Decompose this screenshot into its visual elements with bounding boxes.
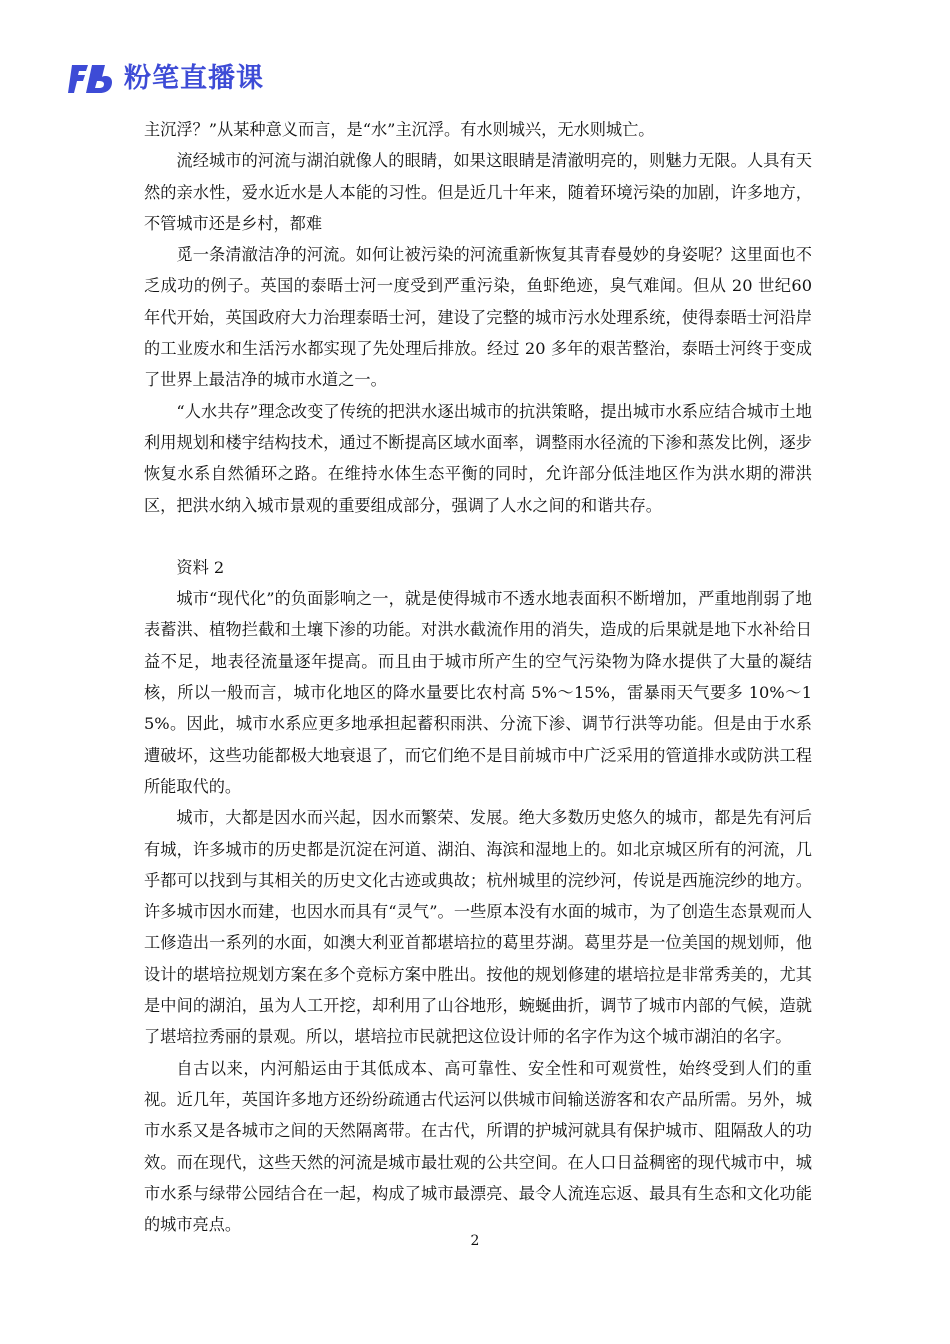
page-number: 2 (470, 1233, 480, 1249)
fb-logo-icon (66, 63, 118, 95)
paragraph: 主沉浮？”从某种意义而言，是“水”主沉浮。有水则城兴，无水则城亡。 (144, 120, 655, 139)
paragraph: 自古以来，内河船运由于其低成本、高可靠性、安全性和可观赏性，始终受到人们的重视。近几年，英国许多地方还纷纷疏通古代运河以供城市间输送游客和农产品所需。另外，城市水系又是各城市之间的天然隔离带。在古代，所谓的护城河就具有保护城市、阻隔敌人的功效。而在现代，这些天然的河流是城市最壮观的公共空间。在人口日益稠密的现代城市中，城市水系与绿带公园结合在一起，构成了城市最漂亮、最令人流连忘返、最具有生态和文化功能的城市亮点。 (144, 1058, 812, 1235)
brand-logo (66, 62, 264, 96)
document-body (144, 114, 812, 1240)
logo-text: 粉笔直播课 (124, 63, 264, 94)
paragraph: 觅一条清澈洁净的河流。如何让被污染的河流重新恢复其青春曼妙的身姿呢？这里面也不乏成功的例子。英国的泰晤士河一度受到严重污染，鱼虾绝迹，臭气难闻。但从 20 世纪60 年代开始，英国政府大力治理泰晤士河，建设了完整的城市污水处理系统，使得泰晤士河沿岸的工业废水和生活污水都实现了先处理后排放。经过 20 多年的艰苦整治，泰晤士河终于变成了世界上最洁净的城市水道之一。 (144, 245, 812, 390)
paragraph: 城市，大都是因水而兴起，因水而繁荣、发展。绝大多数历史悠久的城市，都是先有河后有城，许多城市的历史都是沉淀在河道、湖泊、海滨和湿地上的。如北京城区所有的河流，几乎都可以找到与其相关的历史文化古迹或典故；杭州城里的浣纱河，传说是西施浣纱的地方。许多城市因水而建，也因水而具有“灵气”。一些原本没有水面的城市，为了创造生态景观而人工修造出一系列的水面，如澳大利亚首都堪培拉的葛里芬湖。葛里芬是一位美国的规划师，他设计的堪培拉规划方案在多个竞标方案中胜出。按他的规划修建的堪培拉是非常秀美的，尤其是中间的湖泊，虽为人工开挖，却利用了山谷地形，蜿蜒曲折，调节了城市内部的气候，造就了堪培拉秀丽的景观。所以，堪培拉市民就把这位设计师的名字作为这个城市湖泊的名字。 (144, 808, 812, 1047)
paragraph: 城市“现代化”的负面影响之一，就是使得城市不透水地表面积不断增加，严重地削弱了地表蓄洪、植物拦截和土壤下渗的功能。对洪水截流作用的消失，造成的后果就是地下水补给日益不足，地表径流量逐年提高。而且由于城市所产生的空气污染物为降水提供了大量的凝结核，所以一般而言，城市化地区的降水量要比农村高 5%～15%，雷暴雨天气要多 10%～15%。因此，城市水系应更多地承担起蓄积雨洪、分流下渗、调节行洪等功能。但是由于水系遭破坏，这些功能都极大地衰退了，而它们绝不是目前城市中广泛采用的管道排水或防洪工程所能取代的。 (144, 589, 812, 796)
paragraph: 流经城市的河流与湖泊就像人的眼睛，如果这眼睛是清澈明亮的，则魅力无限。人具有天然的亲水性，爱水近水是人本能的习性。但是近几十年来，随着环境污染的加剧，许多地方，不管城市还是乡村，都难 (144, 151, 812, 233)
paragraph: “人水共存”理念改变了传统的把洪水逐出城市的抗洪策略，提出城市水系应结合城市土地利用规划和楼宇结构技术，通过不断提高区域水面率，调整雨水径流的下渗和蒸发比例，逐步恢复水系自然循环之路。在维持水体生态平衡的同时，允许部分低洼地区作为洪水期的滞洪区，把洪水纳入城市景观的重要组成部分，强调了人水之间的和谐共存。 (144, 401, 812, 515)
section-gap (144, 521, 812, 552)
section-heading: 资料 2 (176, 557, 225, 577)
